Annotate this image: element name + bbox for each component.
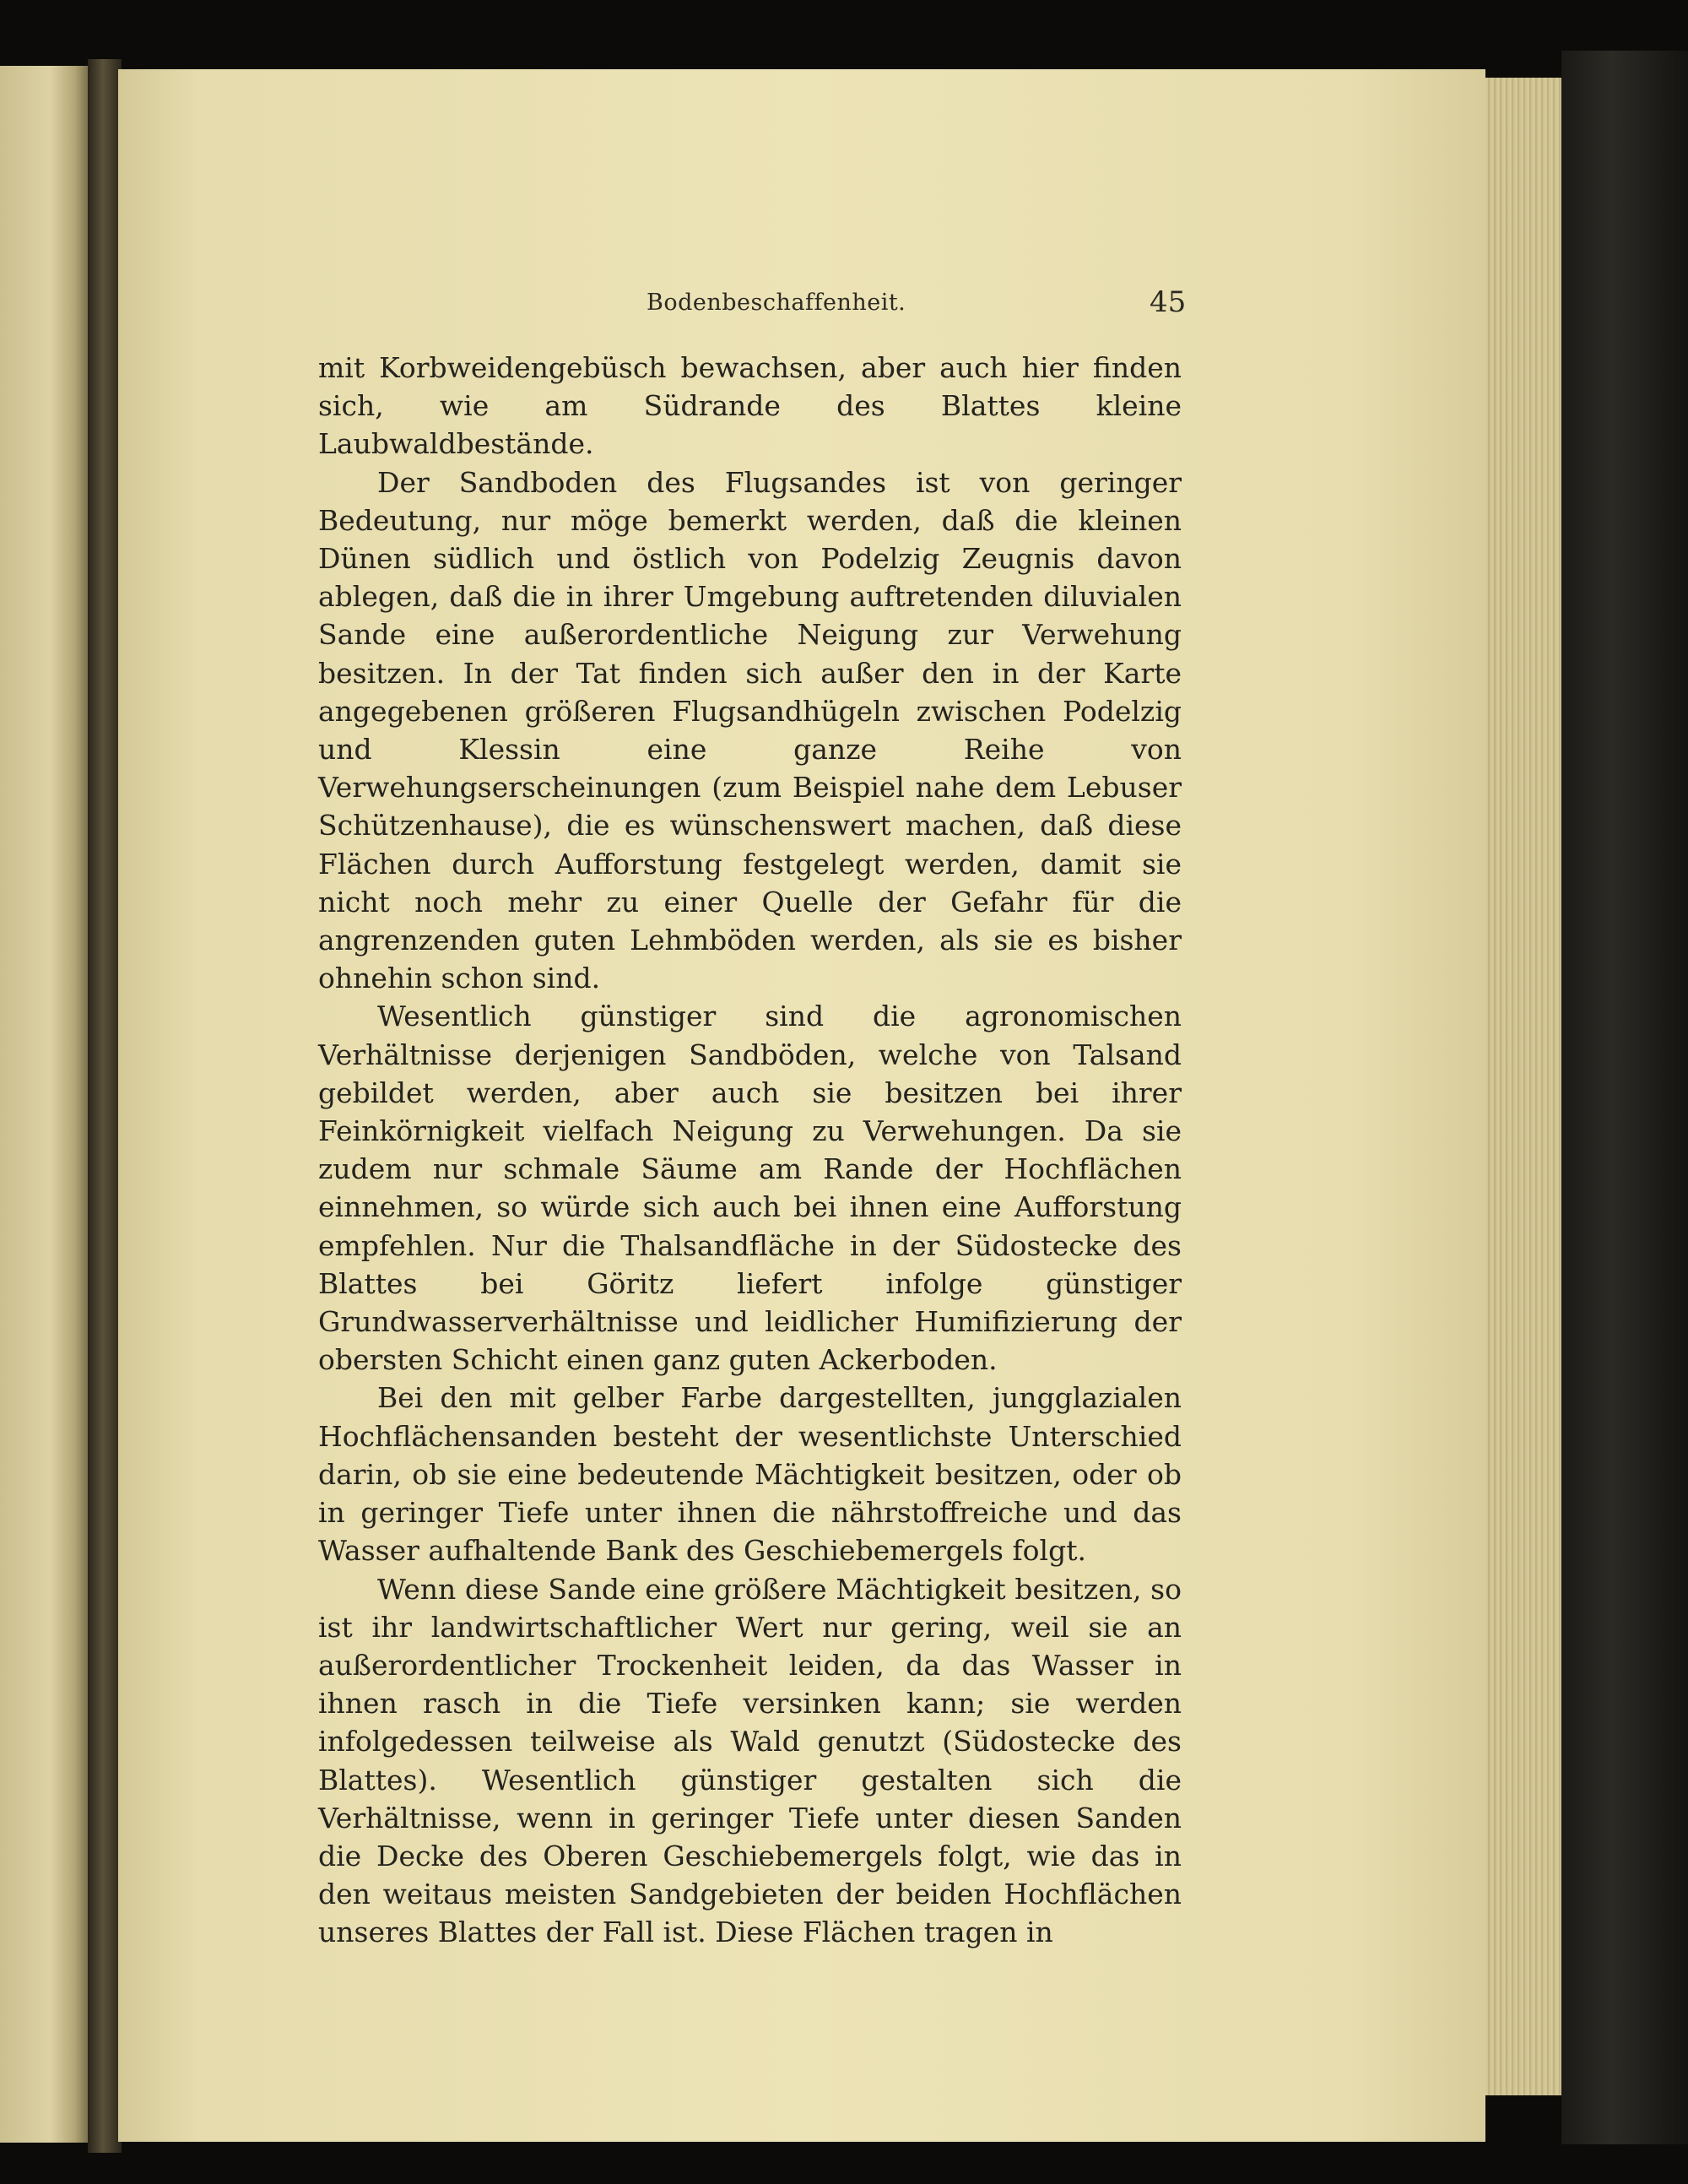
left-facing-page [0, 66, 91, 2143]
page-edges [1473, 78, 1566, 2095]
paragraph: Wenn diese Sande eine größere Mächtigkeit besitzen, so ist ihr landwirtschaftlicher Wert nur gering, weil sie an außerordentlicher Trockenheit leiden, da das Wasser in ihnen rasch in die Tiefe versinken kann; sie werden infolgedessen teilweise als Wald genutzt (Südostecke des Blattes). Wesentlich günstiger gestalten sich die Verhältnisse, wenn in geringer Tiefe unter diesen Sanden die Decke des Oberen Geschiebemergels folgt, wie das in den weitaus meisten Sandgebieten der beiden Hochflächen unseres Blattes der Fall ist. Diese Flächen tragen in [318, 1572, 1182, 1949]
paragraph-continued: mit Korbweidengebüsch bewachsen, aber auch hier finden sich, wie am Südrande des Blattes kleine Laubwaldbestände. [318, 351, 1182, 461]
paragraph: Bei den mit gelber Farbe dargestellten, jungglazialen Hochflächensanden besteht der wesentlichste Unterschied darin, ob sie eine bedeutende Mächtigkeit besitzen, oder ob in geringer Tiefe unter ihnen die nährstoffreiche und das Wasser aufhaltende Bank des Geschiebemergels folgt. [318, 1381, 1182, 1568]
paragraph: Der Sandboden des Flugsandes ist von geringer Bedeutung, nur möge bemerkt werden, daß die kleinen Dünen südlich und östlich von Podelzig Zeugnis davon ablegen, daß die in ihrer Umgebung auftretenden diluvialen Sande eine außerordentliche Neigung zur Verwehung besitzen. In der Tat finden sich außer den in der Karte angegebenen größeren Flugsandhügeln zwischen Podelzig und Klessin eine ganze Reihe von Verwehungserscheinungen (zum Beispiel nahe dem Lebuser Schützenhause), die es wünschenswert machen, daß diese Flächen durch Aufforstung festgelegt werden, damit sie nicht noch mehr zu einer Quelle der Gefahr für die angrenzenden guten Lehmböden werden, als sie es bisher ohnehin schon sind. [318, 465, 1182, 995]
paragraph: Wesentlich günstiger sind die agronomischen Verhältnisse derjenigen Sandböden, welche von Talsand gebildet werden, aber auch sie besitzen bei ihrer Feinkörnigkeit vielfach Neigung zu Verwehungen. Da sie zudem nur schmale Säume am Rande der Hochflächen einnehmen, so würde sich auch bei ihnen eine Aufforstung empfehlen. Nur die Thalsandfläche in der Südostecke des Blattes bei Göritz liefert infolge günstiger Grundwasserverhältnisse und leidlicher Humifizierung der obersten Schicht einen ganz guten Ackerboden. [318, 1000, 1182, 1377]
page-number: 45 [1150, 285, 1187, 319]
book-cover-edge [1561, 51, 1688, 2144]
running-head: Bodenbeschaffenheit. [647, 290, 906, 316]
book-gutter [88, 59, 122, 2153]
body-text [318, 349, 1182, 1952]
